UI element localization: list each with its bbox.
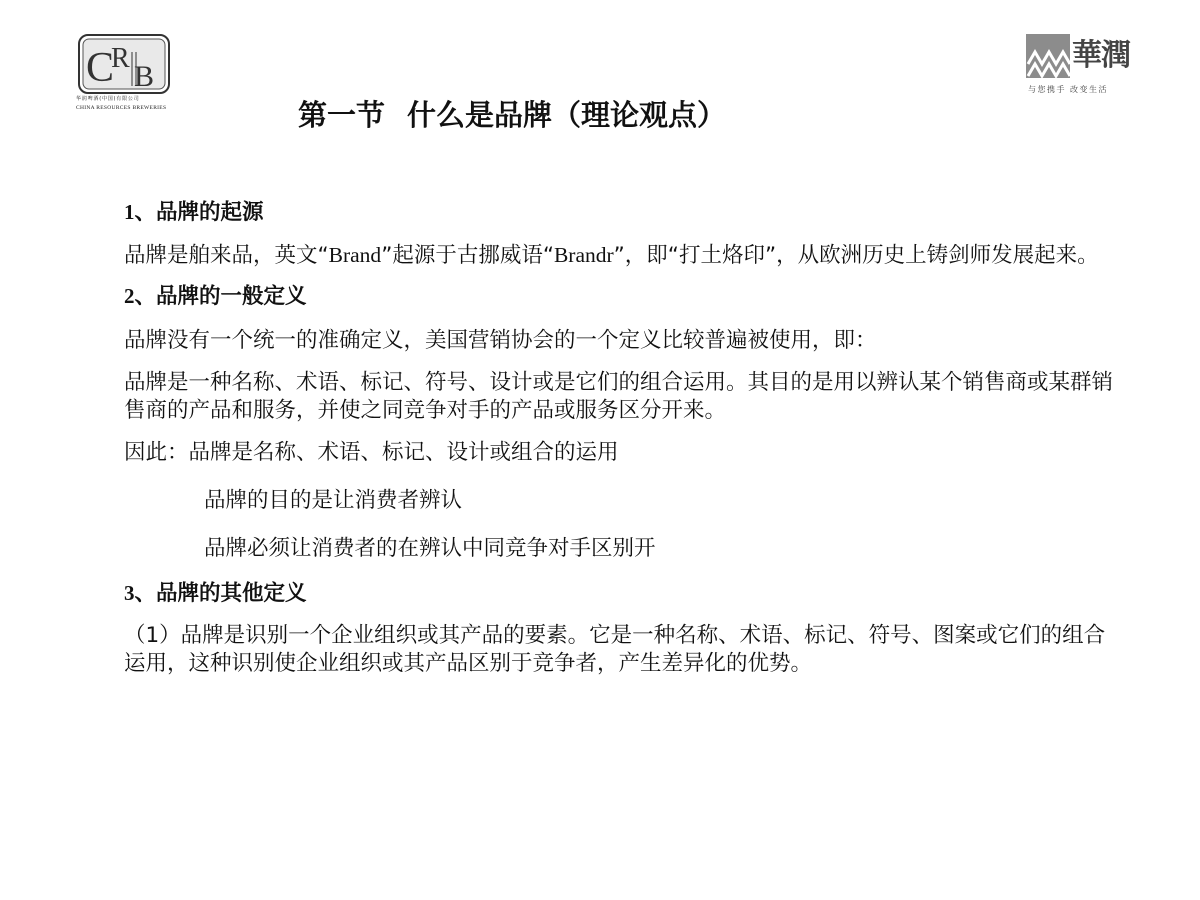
title-section-number: 第一节 <box>298 98 386 132</box>
huarun-slogan: 与您携手 改变生活 <box>1028 85 1109 94</box>
crb-logo-mark <box>78 34 170 94</box>
section-heading-1 <box>124 196 1114 229</box>
huarun-mountain-icon <box>1026 34 1070 78</box>
page-title <box>298 95 726 135</box>
paragraph: （1）品牌是识别一个企业组织或其产品的要素。它是一种名称、术语、标记、符号、图案或它们的组合运用，这种识别使企业组织或其产品区别于竞争者，产生差异化的优势。 <box>124 623 1106 676</box>
section-number: 1 <box>124 200 135 224</box>
huarun-name: 華潤 <box>1072 38 1130 73</box>
crb-company-name-en: CHINA RESOURCES BREWERIES <box>76 105 167 111</box>
text-run: ”，即“打土烙印”，从欧洲历史上铸剑师发展起来。 <box>613 243 1099 268</box>
title-text: 什么是品牌（理论观点） <box>407 98 727 132</box>
svg-text:R: R <box>111 43 130 74</box>
text-run: ”起源于古挪威语“ <box>381 243 554 268</box>
text-run: 品牌是舶来品，英文“ <box>124 243 329 268</box>
paragraph: 因此：品牌是名称、术语、标记、设计或组合的运用 <box>124 440 619 465</box>
crb-logo <box>76 34 174 120</box>
section-number: 3 <box>124 581 135 605</box>
paragraph: 品牌是一种名称、术语、标记、符号、设计或是它们的组合运用。其目的是用以辨认某个销售商或某群销售商的产品和服务，并使之同竞争对手的产品或服务区分开来。 <box>124 370 1114 423</box>
section-heading-2 <box>124 280 1114 313</box>
latin-term: Brandr <box>553 243 614 267</box>
section-heading-text: 、品牌的其他定义 <box>134 581 307 606</box>
huarun-logo <box>1022 32 1137 102</box>
section-number: 2 <box>124 284 135 308</box>
content-body <box>124 196 1114 678</box>
section-heading-3 <box>124 577 1114 610</box>
paragraph: 品牌没有一个统一的准确定义，美国营销协会的一个定义比较普遍被使用，即： <box>124 328 877 353</box>
svg-text:B: B <box>134 60 155 93</box>
svg-text:C: C <box>86 45 115 91</box>
section-heading-text: 、品牌的起源 <box>134 200 264 225</box>
paragraph-indented: 品牌的目的是让消费者辨认 <box>204 488 463 513</box>
section-heading-text: 、品牌的一般定义 <box>134 284 307 309</box>
paragraph-indented: 品牌必须让消费者的在辨认中同竞争对手区别开 <box>204 536 656 561</box>
paragraph-brand-origin <box>124 241 1114 270</box>
crb-company-name-cn: 华润啤酒(中国)有限公司 <box>76 96 140 102</box>
latin-term: Brand <box>328 243 382 267</box>
